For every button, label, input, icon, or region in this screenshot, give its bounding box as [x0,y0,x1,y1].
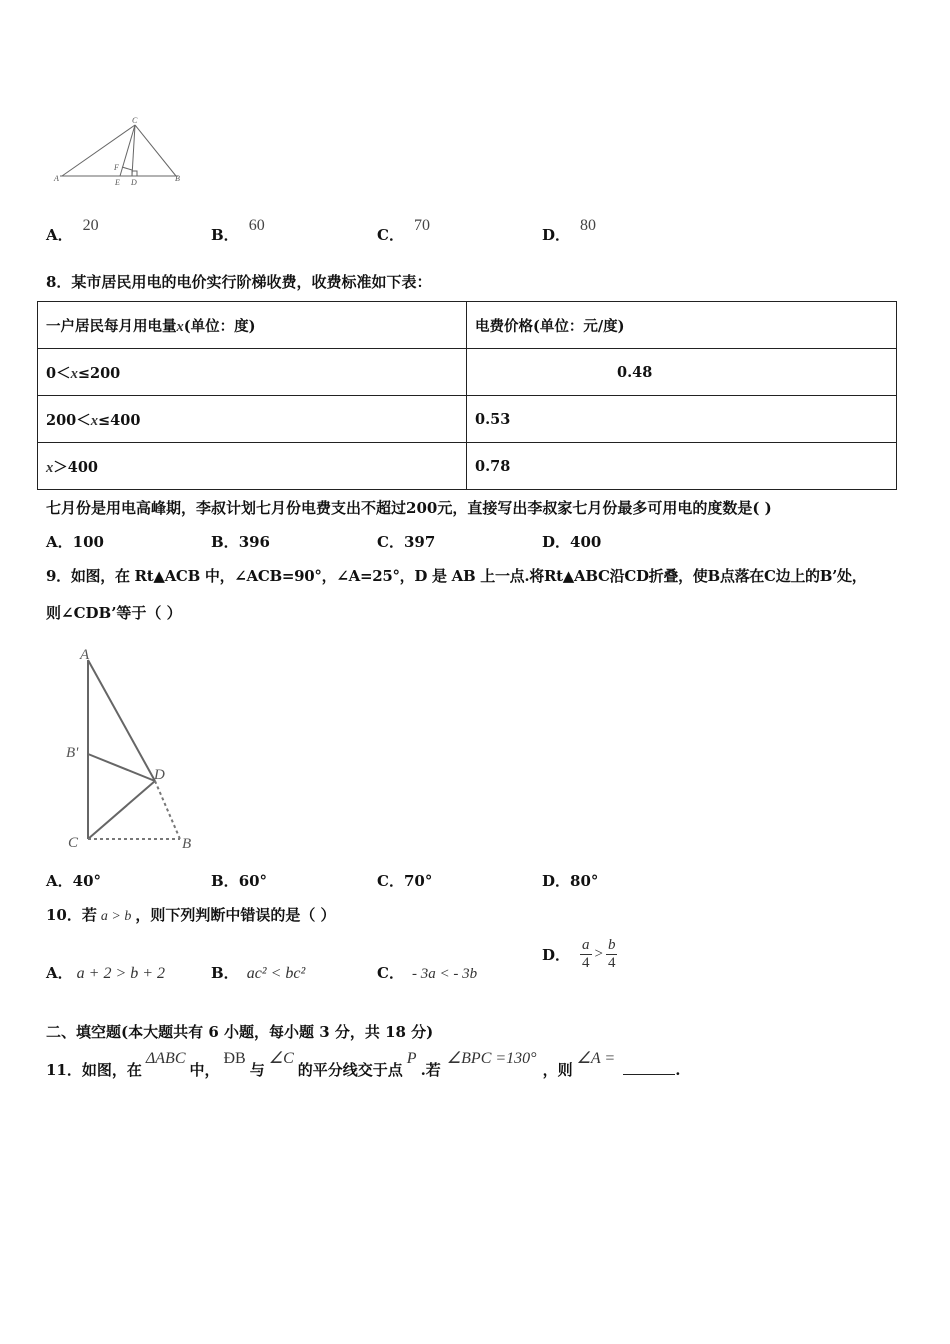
table-header-row [38,302,897,349]
q9-label-d: D [154,767,165,783]
q8-option-a[interactable]: A．100 [46,533,104,551]
q7-label-e: E [115,178,120,187]
q7-side-cb [135,125,176,176]
answer-blank[interactable] [623,1074,675,1075]
q9-option-a[interactable]: A．40° [46,872,102,890]
q10-stem: 10．若 a > b ，则下列判断中错误的是（ ） [46,906,336,924]
q9-dashed-db [155,781,180,839]
q7-label-a: A [54,174,59,183]
q10-option-d[interactable]: D． $\frac{a}{4}$ > $\frac{b}{4}$ [542,937,616,971]
q9-segment-cd [88,781,155,839]
q10-option-a[interactable]: A． a + 2 > b + 2 [46,964,166,982]
q7-line-fd [122,167,132,170]
q7-option-a[interactable]: A．20 [46,217,99,244]
q8-option-d[interactable]: D．400 [542,533,602,551]
q7-option-d[interactable]: D．80 [542,217,597,244]
table-cell-range: 0＜x≤200 [38,349,467,396]
q9-stem-line1: 9．如图，在 Rt▲ACB 中，∠ACB=90°，∠A=25°，D 是 AB 上一点.将Rt▲ABC沿CD折叠，使B点落在C边上的B’处， [46,567,867,585]
q9-option-d[interactable]: D．80° [542,872,599,890]
q9-segment-b1d [88,754,155,781]
q9-option-b[interactable]: B．60° [211,872,268,890]
q7-option-b[interactable]: B．60 [211,217,265,244]
q9-label-a: A [80,647,90,663]
section-2-title: 二、填空题(本大题共有 6 小题，每小题 3 分，共 18 分) [46,1023,434,1041]
q9-label-b: B [182,836,192,852]
table-header-price: 电费价格(单位：元/度) [467,302,897,349]
q7-option-c[interactable]: C．70 [377,217,430,244]
q9-option-c[interactable]: C．70° [377,872,433,890]
q9-side-ad [88,660,155,781]
table-row [38,396,897,443]
table-row [38,443,897,490]
q9-stem-line2: 则∠CDB’等于（ ） [46,604,182,622]
table-header-usage: 一户居民每月用电量x(单位：度) [38,302,467,349]
q8-question: 七月份是用电高峰期，李叔计划七月份电费支出不超过200元，直接写出李叔家七月份最多可用电的度数是( ) [46,499,772,517]
table-cell-range: 200＜x≤400 [38,396,467,443]
q8-option-c[interactable]: C．397 [377,533,436,551]
q11-stem: 11．如图，在ΔABC中，ÐB与∠C的平分线交于点P.若∠BPC =130°，则∠A =. [46,1050,681,1079]
table-cell-range: x＞400 [38,443,467,490]
q7-label-b: B [175,174,180,183]
q7-label-f: F [114,163,119,172]
table-cell-price: 0.48 [467,349,897,396]
q7-label-c: C [132,116,138,125]
q8-option-b[interactable]: B．396 [211,533,270,551]
table-cell-price: 0.53 [467,396,897,443]
q10-option-c[interactable]: C． - 3a < - 3b [377,964,478,982]
q9-label-b-prime: B' [66,745,79,761]
q7-side-ac [62,125,135,176]
q9-label-c: C [68,835,79,851]
table-row [38,349,897,396]
q7-triangle-figure [52,115,192,190]
q10-option-b[interactable]: B． ac² < bc² [211,964,306,982]
q7-label-d: D [131,178,137,187]
q9-triangle-figure [60,645,210,855]
q8-price-table [37,301,897,490]
table-cell-price: 0.78 [467,443,897,490]
q8-stem: 8．某市居民用电的电价实行阶梯收费，收费标准如下表： [46,273,432,291]
